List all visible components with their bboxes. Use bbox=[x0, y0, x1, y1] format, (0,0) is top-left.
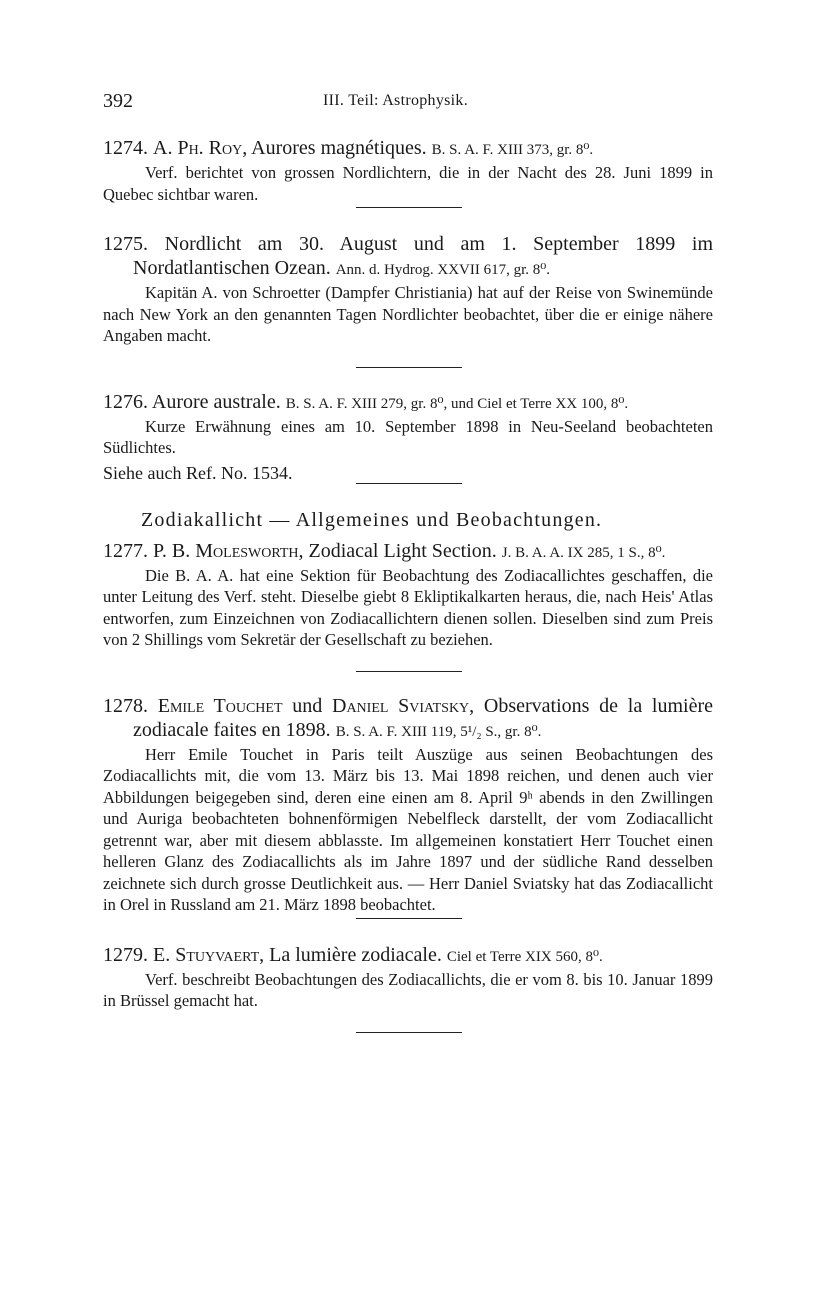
entry-heading: 1274. A. Ph. Roy, Aurores magnétiques. B. S. A. F. XIII 373, gr. 8⁰. bbox=[103, 137, 594, 159]
running-title: III. Teil: Astrophysik. bbox=[323, 92, 469, 109]
entry-title: Nordlicht am 30. August und am 1. September 1899 im Nordatlantischen Ozean. bbox=[133, 233, 714, 279]
entry-heading bbox=[103, 390, 713, 416]
entry-body: Kapitän A. von Schroetter (Dampfer Christiania) hat auf der Reise von Swinemünde nach New York an den genannten Tagen Nordlichter beobachtet, über die er einige nähere Angaben macht. bbox=[103, 283, 713, 345]
page-number: 392 bbox=[103, 90, 133, 112]
entry-source: J. B. A. A. IX 285, 1 S., 8⁰. bbox=[501, 544, 666, 561]
entry-1275 bbox=[103, 232, 713, 347]
entry-body: Kurze Erwähnung eines am 10. September 1898 in Neu-Seeland beobachteten Südlichtes. bbox=[103, 416, 713, 457]
entry-author: A. Ph. Roy bbox=[153, 137, 243, 159]
entry-number: 1279. bbox=[103, 943, 148, 966]
entry-1279 bbox=[103, 943, 713, 1012]
entry-author: P. B. Molesworth bbox=[153, 539, 299, 562]
separator-rule bbox=[356, 483, 462, 484]
entry-1274 bbox=[103, 136, 713, 205]
entry-1276 bbox=[103, 390, 713, 485]
entry-title: La lumière zodiacale. bbox=[269, 943, 442, 966]
entry-heading: 1277. P. B. Molesworth, Zodiacal Light Section. J. B. A. A. IX 285, 1 S., 8⁰. bbox=[103, 539, 666, 562]
entry-title: Aurores magnétiques. bbox=[251, 137, 427, 159]
entry-body: Die B. A. A. hat eine Sektion für Beobachtung des Zodiacallichtes geschaffen, die unter Leitung des Verf. steht. Dieselbe giebt 8 Ekliptikalkarten heraus, die, nach Heis' Atlas entworfen, zum Einzeichnen von Zodiacallichtern dienen sollen. Dieselben sind zum Preis von 2 Shillings vom Sekretär der Gesellschaft zu beziehen. bbox=[103, 565, 713, 649]
entry-source: B. S. A. F. XIII 119, 5¹/₂ S., gr. 8⁰. bbox=[335, 723, 542, 740]
separator-rule bbox=[356, 918, 462, 919]
entry-source: B. S. A. F. XIII 279, gr. 8⁰, und Ciel et Terre XX 100, 8⁰. bbox=[285, 395, 629, 412]
entry-author: Emile Touchet bbox=[157, 694, 283, 717]
entry-source: B. S. A. F. XIII 373, gr. 8⁰. bbox=[431, 142, 594, 158]
entry-number: 1275. bbox=[103, 233, 148, 255]
entry-heading: 1279. E. Stuyvaert, La lumière zodiacale. Ciel et Terre XIX 560, 8⁰. bbox=[103, 943, 603, 966]
entry-source: Ciel et Terre XIX 560, 8⁰. bbox=[446, 948, 603, 965]
entry-source: Ann. d. Hydrog. XXVII 617, gr. 8⁰. bbox=[335, 262, 551, 278]
entry-title: Zodiacal Light Section. bbox=[308, 539, 497, 562]
see-also-reference: Siehe auch Ref. No. 1534. bbox=[103, 462, 293, 483]
entry-author: E. Stuyvaert bbox=[153, 943, 260, 966]
entry-body: Verf. berichtet von grossen Nordlichtern, die in der Nacht des 28. Juni 1899 in Quebec sichtbar waren. bbox=[103, 163, 713, 204]
entry-heading bbox=[103, 232, 713, 282]
separator-rule bbox=[356, 207, 462, 208]
entry-author-2: Daniel Sviatsky bbox=[332, 694, 470, 717]
entry-1277 bbox=[103, 539, 713, 651]
entry-conjunction: und bbox=[292, 694, 323, 717]
entry-number: 1277. bbox=[103, 539, 148, 562]
entry-body: Verf. beschreibt Beobachtungen des Zodiacallichts, die er vom 8. bis 10. Januar 1899 in Brüssel gemacht hat. bbox=[103, 969, 713, 1010]
entry-heading: 1278. Emile Touchet und Daniel Sviatsky, Observations de la lumière zodiacale faites en 1898. B. S. A. F. XIII 119, 5¹/₂ S., gr. 8⁰. bbox=[103, 694, 714, 741]
entry-title: Aurore australe. bbox=[151, 390, 281, 413]
entry-number: 1276. bbox=[103, 390, 148, 413]
running-head bbox=[103, 88, 713, 116]
section-heading: Zodiakallicht — Allgemeines und Beobachtungen. bbox=[141, 508, 603, 531]
separator-rule bbox=[356, 671, 462, 672]
entry-title: Observations de la lumière zodiacale faites en 1898. bbox=[133, 694, 714, 741]
entry-1278 bbox=[103, 694, 713, 916]
separator-rule bbox=[356, 1032, 462, 1033]
page-content bbox=[103, 88, 713, 1033]
entry-number: 1278. bbox=[103, 694, 148, 717]
entry-number: 1274. bbox=[103, 137, 148, 159]
entry-body: Herr Emile Touchet in Paris teilt Auszüge aus seinen Beobachtungen des Zodiacallichts mit, die vom 13. März bis 13. Mai 1898 reichen, und denen auch vier Abbildungen beigegeben sind, deren eine einen am 8. April 9ʰ abends in den Zwillingen und Auriga beobachteten bohnenförmigen Nebelfleck darstellt, der vom Zodiacallicht getrennt war, aber mit diesem abblasste. Im allgemeinen konstatiert Herr Touchet einen helleren Glanz des Zodiacallichts als im Jahre 1897 und der südliche Rand desselben zeichnete sich durch grosse Deutlichkeit aus. — Herr Daniel Sviatsky hat das Zodiacallicht in Orel in Russland am 21. März 1898 beobachtet. bbox=[103, 744, 713, 914]
separator-rule bbox=[356, 367, 462, 368]
